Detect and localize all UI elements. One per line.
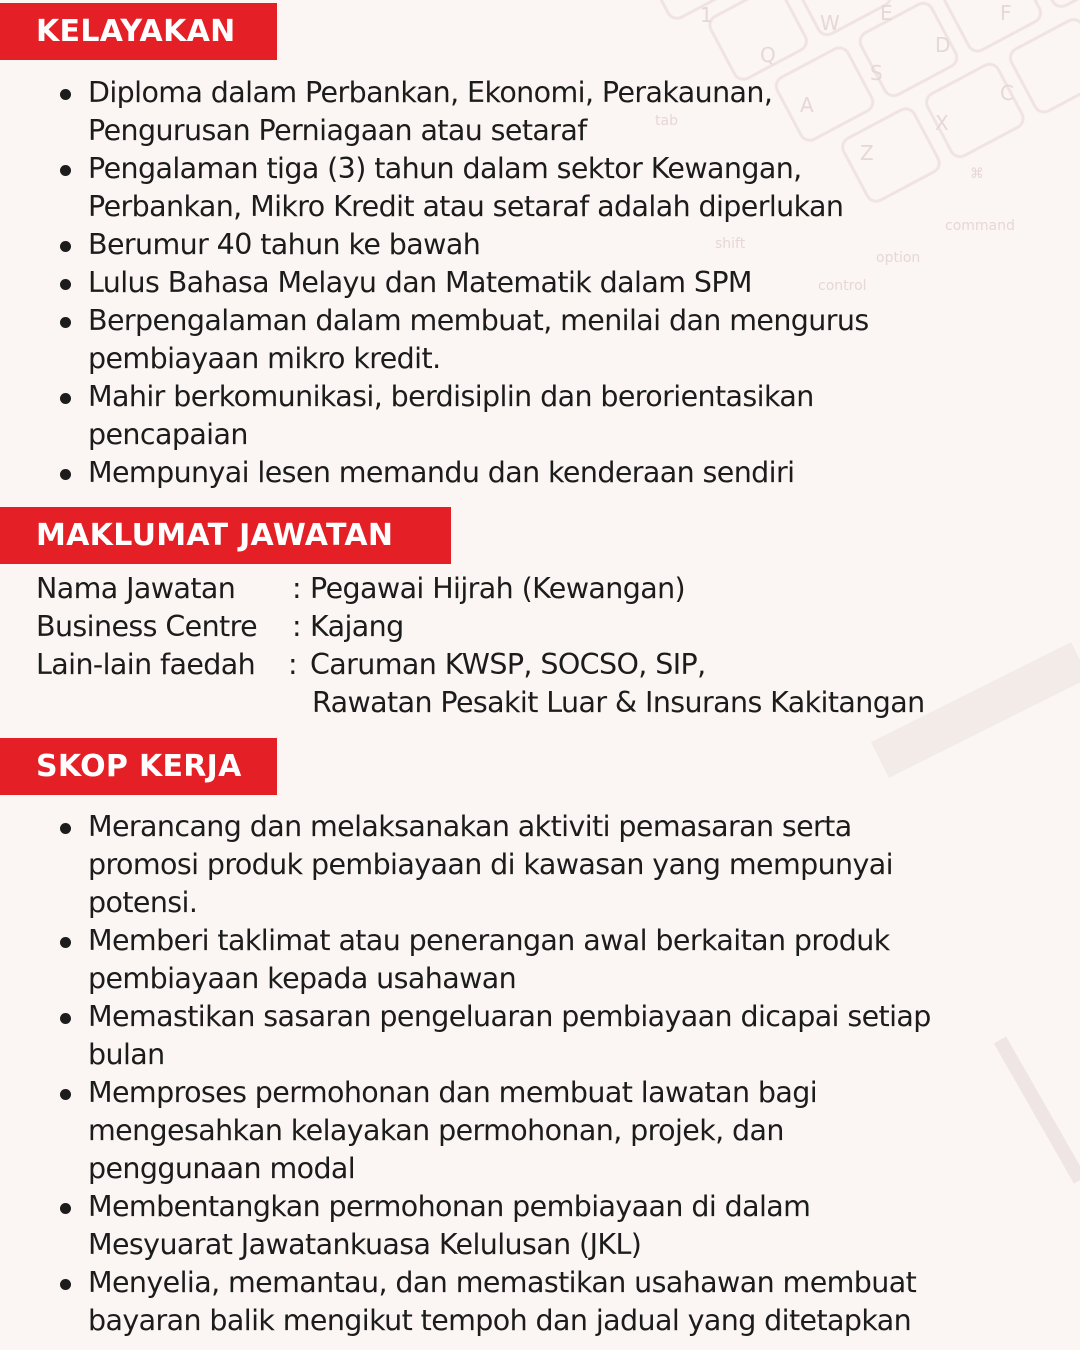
list-item	[0, 378, 1060, 454]
key-label: command	[945, 218, 1015, 234]
info-value: Rawatan Pesakit Luar & Insurans Kakitangan	[312, 686, 925, 719]
key-label: F	[1000, 1, 1012, 25]
list-item-line: Berpengalaman dalam membuat, menilai dan mengurus	[88, 304, 869, 337]
list-item	[0, 998, 1060, 1074]
list-item-line: Memastikan sasaran pengeluaran pembiayaan dicapai setiap	[88, 1000, 931, 1033]
list-item-line: pembiayaan mikro kredit.	[88, 342, 441, 375]
key-label: W	[820, 11, 840, 35]
list-item	[0, 150, 1060, 226]
list-item	[0, 922, 1060, 998]
list-item-line: mengesahkan kelayakan permohonan, projek, dan	[88, 1114, 784, 1147]
list-item	[0, 1188, 1060, 1264]
list-item-line: Menyelia, memantau, dan memastikan usahawan membuat	[88, 1266, 917, 1299]
key-label: X	[935, 111, 949, 135]
key-label: A	[800, 93, 814, 117]
list-item-line: Berumur 40 tahun ke bawah	[88, 228, 481, 261]
section-header-maklumat-jawatan: MAKLUMAT JAWATAN	[0, 507, 451, 564]
list-item	[0, 264, 1060, 302]
list-item-line: Diploma dalam Perbankan, Ekonomi, Perakaunan,	[88, 76, 773, 109]
list-item-line: penggunaan modal	[88, 1152, 356, 1185]
key-label: control	[818, 278, 867, 294]
key-label: C	[1000, 81, 1014, 105]
list-item-line: pembiayaan kepada usahawan	[88, 962, 517, 995]
list-item-line: bayaran balik mengikut tempoh dan jadual yang ditetapkan	[88, 1304, 912, 1337]
info-value: Pegawai Hijrah (Kewangan)	[310, 572, 686, 605]
list-item-line: Perbankan, Mikro Kredit atau setaraf adalah diperlukan	[88, 190, 844, 223]
list-item-line: potensi.	[88, 886, 198, 919]
list-item-line: Pengalaman tiga (3) tahun dalam sektor Kewangan,	[88, 152, 802, 185]
key-label: S	[870, 61, 883, 85]
key-label: 1	[700, 3, 713, 27]
list-item	[0, 1074, 1060, 1188]
list-item-line: Mempunyai lesen memandu dan kenderaan sendiri	[88, 456, 795, 489]
list-item-line: Mesyuarat Jawatankuasa Kelulusan (JKL)	[88, 1228, 642, 1261]
key-label: Z	[860, 141, 874, 165]
skop-kerja-list	[0, 808, 1060, 1340]
list-item-line: bulan	[88, 1038, 165, 1071]
info-colon: :	[288, 648, 298, 681]
list-item-line: Merancang dan melaksanakan aktiviti pemasaran serta	[88, 810, 852, 843]
info-value: Kajang	[310, 610, 404, 643]
list-item	[0, 226, 1060, 264]
info-colon: :	[292, 572, 302, 605]
key-label: Q	[760, 43, 776, 67]
list-item	[0, 808, 1060, 922]
list-item-line: Memberi taklimat atau penerangan awal berkaitan produk	[88, 924, 890, 957]
list-item	[0, 1264, 1060, 1340]
info-colon: :	[292, 610, 302, 643]
info-label: Nama Jawatan	[36, 572, 236, 605]
key-label: option	[876, 250, 921, 266]
info-label: Business Centre	[36, 610, 258, 643]
list-item	[0, 302, 1060, 378]
section-header-kelayakan: KELAYAKAN	[0, 3, 277, 60]
section-header-skop-kerja: SKOP KERJA	[0, 738, 277, 795]
info-value: Caruman KWSP, SOCSO, SIP,	[310, 648, 706, 681]
list-item-line: Pengurusan Perniagaan atau setaraf	[88, 114, 587, 147]
info-label: Lain-lain faedah	[36, 648, 256, 681]
list-item-line: Membentangkan permohonan pembiayaan di dalam	[88, 1190, 811, 1223]
list-item	[0, 74, 1060, 150]
key-label: ⌘	[970, 166, 984, 182]
list-item-line: Lulus Bahasa Melayu dan Matematik dalam SPM	[88, 266, 752, 299]
key-label: tab	[655, 113, 678, 129]
list-item-line: promosi produk pembiayaan di kawasan yang mempunyai	[88, 848, 893, 881]
list-item-line: Mahir berkomunikasi, berdisiplin dan berorientasikan	[88, 380, 814, 413]
list-item	[0, 454, 1060, 492]
kelayakan-list	[0, 74, 1060, 492]
list-item-line: Memproses permohonan dan membuat lawatan bagi	[88, 1076, 818, 1109]
key-label: E	[880, 1, 893, 25]
key-label: shift	[715, 236, 746, 252]
list-item-line: pencapaian	[88, 418, 248, 451]
key-label: D	[935, 33, 951, 57]
